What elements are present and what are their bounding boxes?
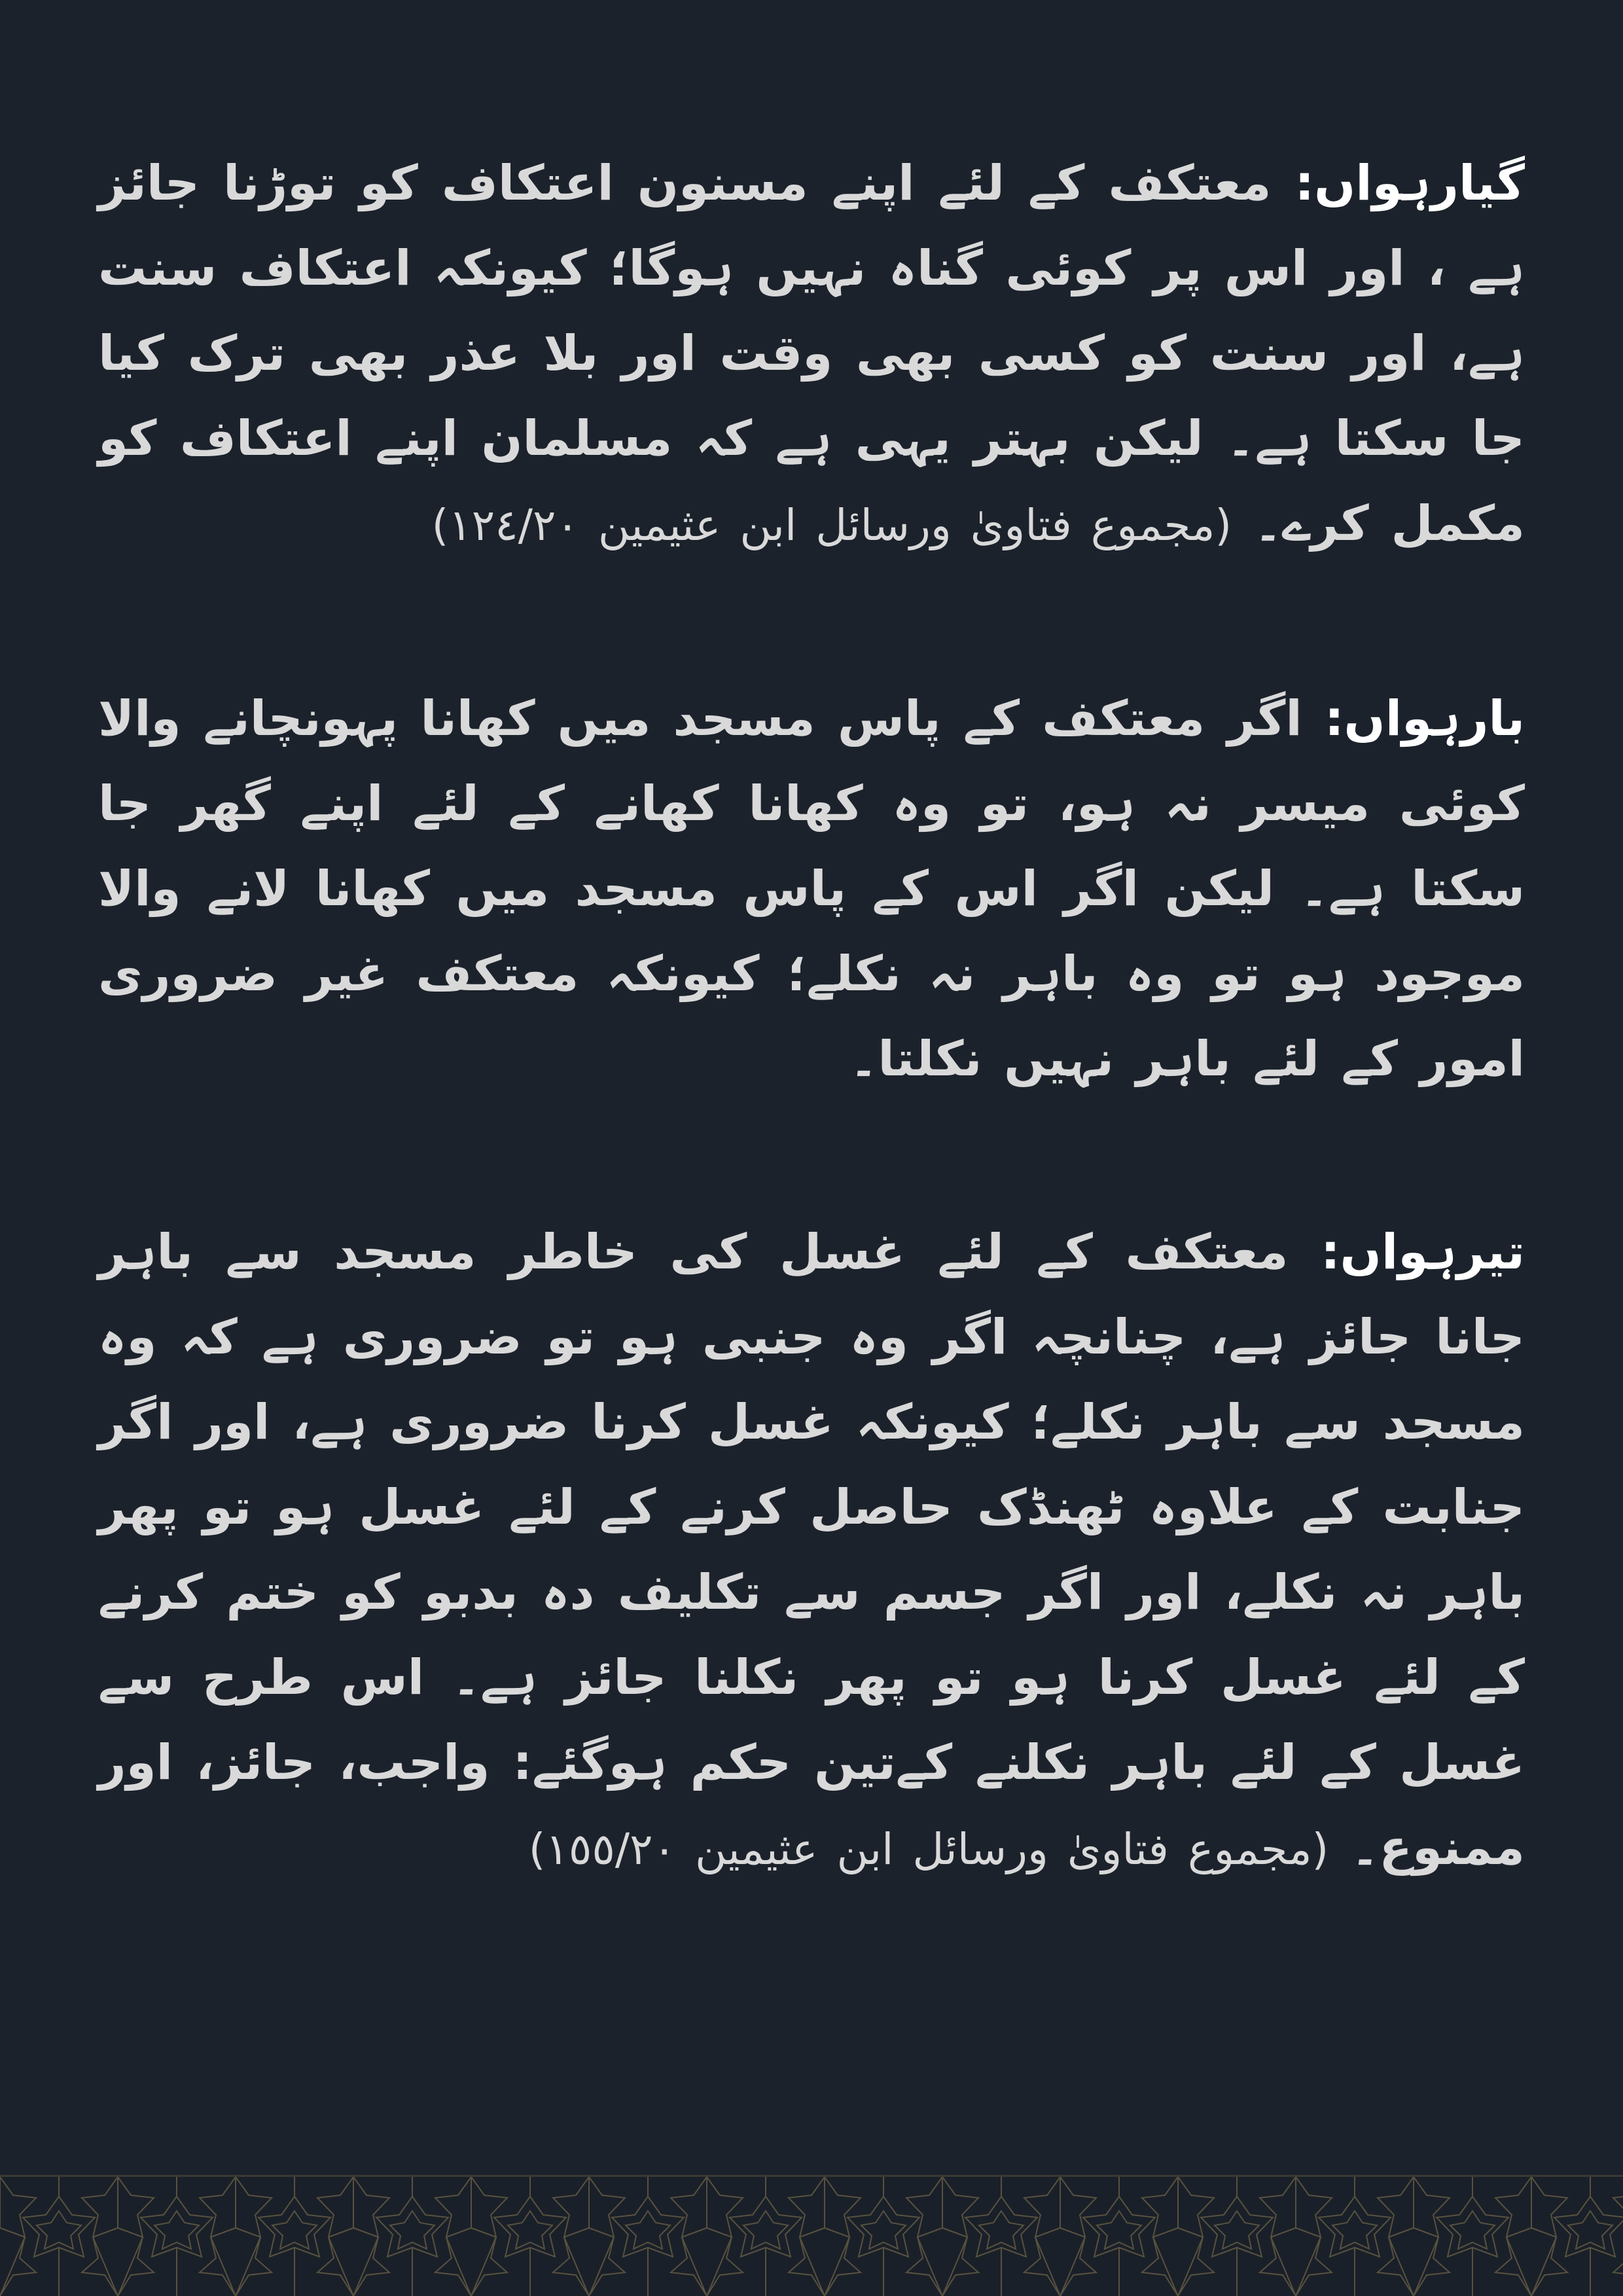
article [98,141,1525,2000]
paragraph-heading: گیارہواں: [1294,155,1525,211]
paragraph-body: معتکف کے لئے اپنے مسنون اعتکاف کو توڑنا جائز ہے ، اور اس پر کوئی گناہ نہیں ہوگا؛ کیونکہ اعتکاف سنت ہے، اور سنت کو کسی بھی وقت اور بلا عذر بھی ترک کیا جا سکتا ہے۔ لیکن بہتر یہی ہے کہ مسلمان اپنے اعتکاف کو مکمل کرے۔ [98,155,1525,552]
paragraph-reference: (مجموع فتاویٰ ورسائل ابن عثيمين ١٢٤/٢٠) [431,500,1232,550]
paragraph-11 [98,141,1525,568]
paragraph-heading: بارہواں: [1324,691,1525,747]
paragraph-12 [98,676,1525,1102]
decorative-footer-pattern [0,2175,1623,2296]
paragraph-body: معتکف کے لئے غسل کی خاطر مسجد سے باہر جانا جائز ہے، چنانچہ اگر وہ جنبی ہو تو ضروری ہے کہ وہ مسجد سے باہر نکلے؛ کیونکہ غسل کرنا ضروری ہے، اور اگر جنابت کے علاوہ ٹھنڈک حاصل کرنے کے لئے غسل ہو تو پھر باہر نہ نکلے، اور اگر جسم سے تکلیف دہ بدبو کو ختم کرنے کے لئے غسل کرنا ہو تو پھر نکلنا جائز ہے۔ اس طرح سے غسل کے لئے باہر نکلنے کےتین حکم ہوگئے: واجب، جائز، اور ممنوع۔ [98,1224,1525,1876]
paragraph-body: اگر معتکف کے پاس مسجد میں کھانا پہونچانے والا کوئی میسر نہ ہو، تو وہ کھانا کھانے کے لئے اپنے گھر جا سکتا ہے۔ لیکن اگر اس کے پاس مسجد میں کھانا لانے والا موجود ہو تو وہ باہر نہ نکلے؛ کیونکہ معتکف غیر ضروری امور کے لئے باہر نہیں نکلتا۔ [98,691,1525,1087]
paragraph-heading: تیرہواں: [1321,1224,1525,1280]
geometric-pattern-icon [0,2177,1623,2296]
paragraph-13 [98,1210,1525,1892]
paragraph-reference: (مجموع فتاویٰ ورسائل ابن عثيمين ١٥٥/٢٠) [528,1824,1329,1874]
